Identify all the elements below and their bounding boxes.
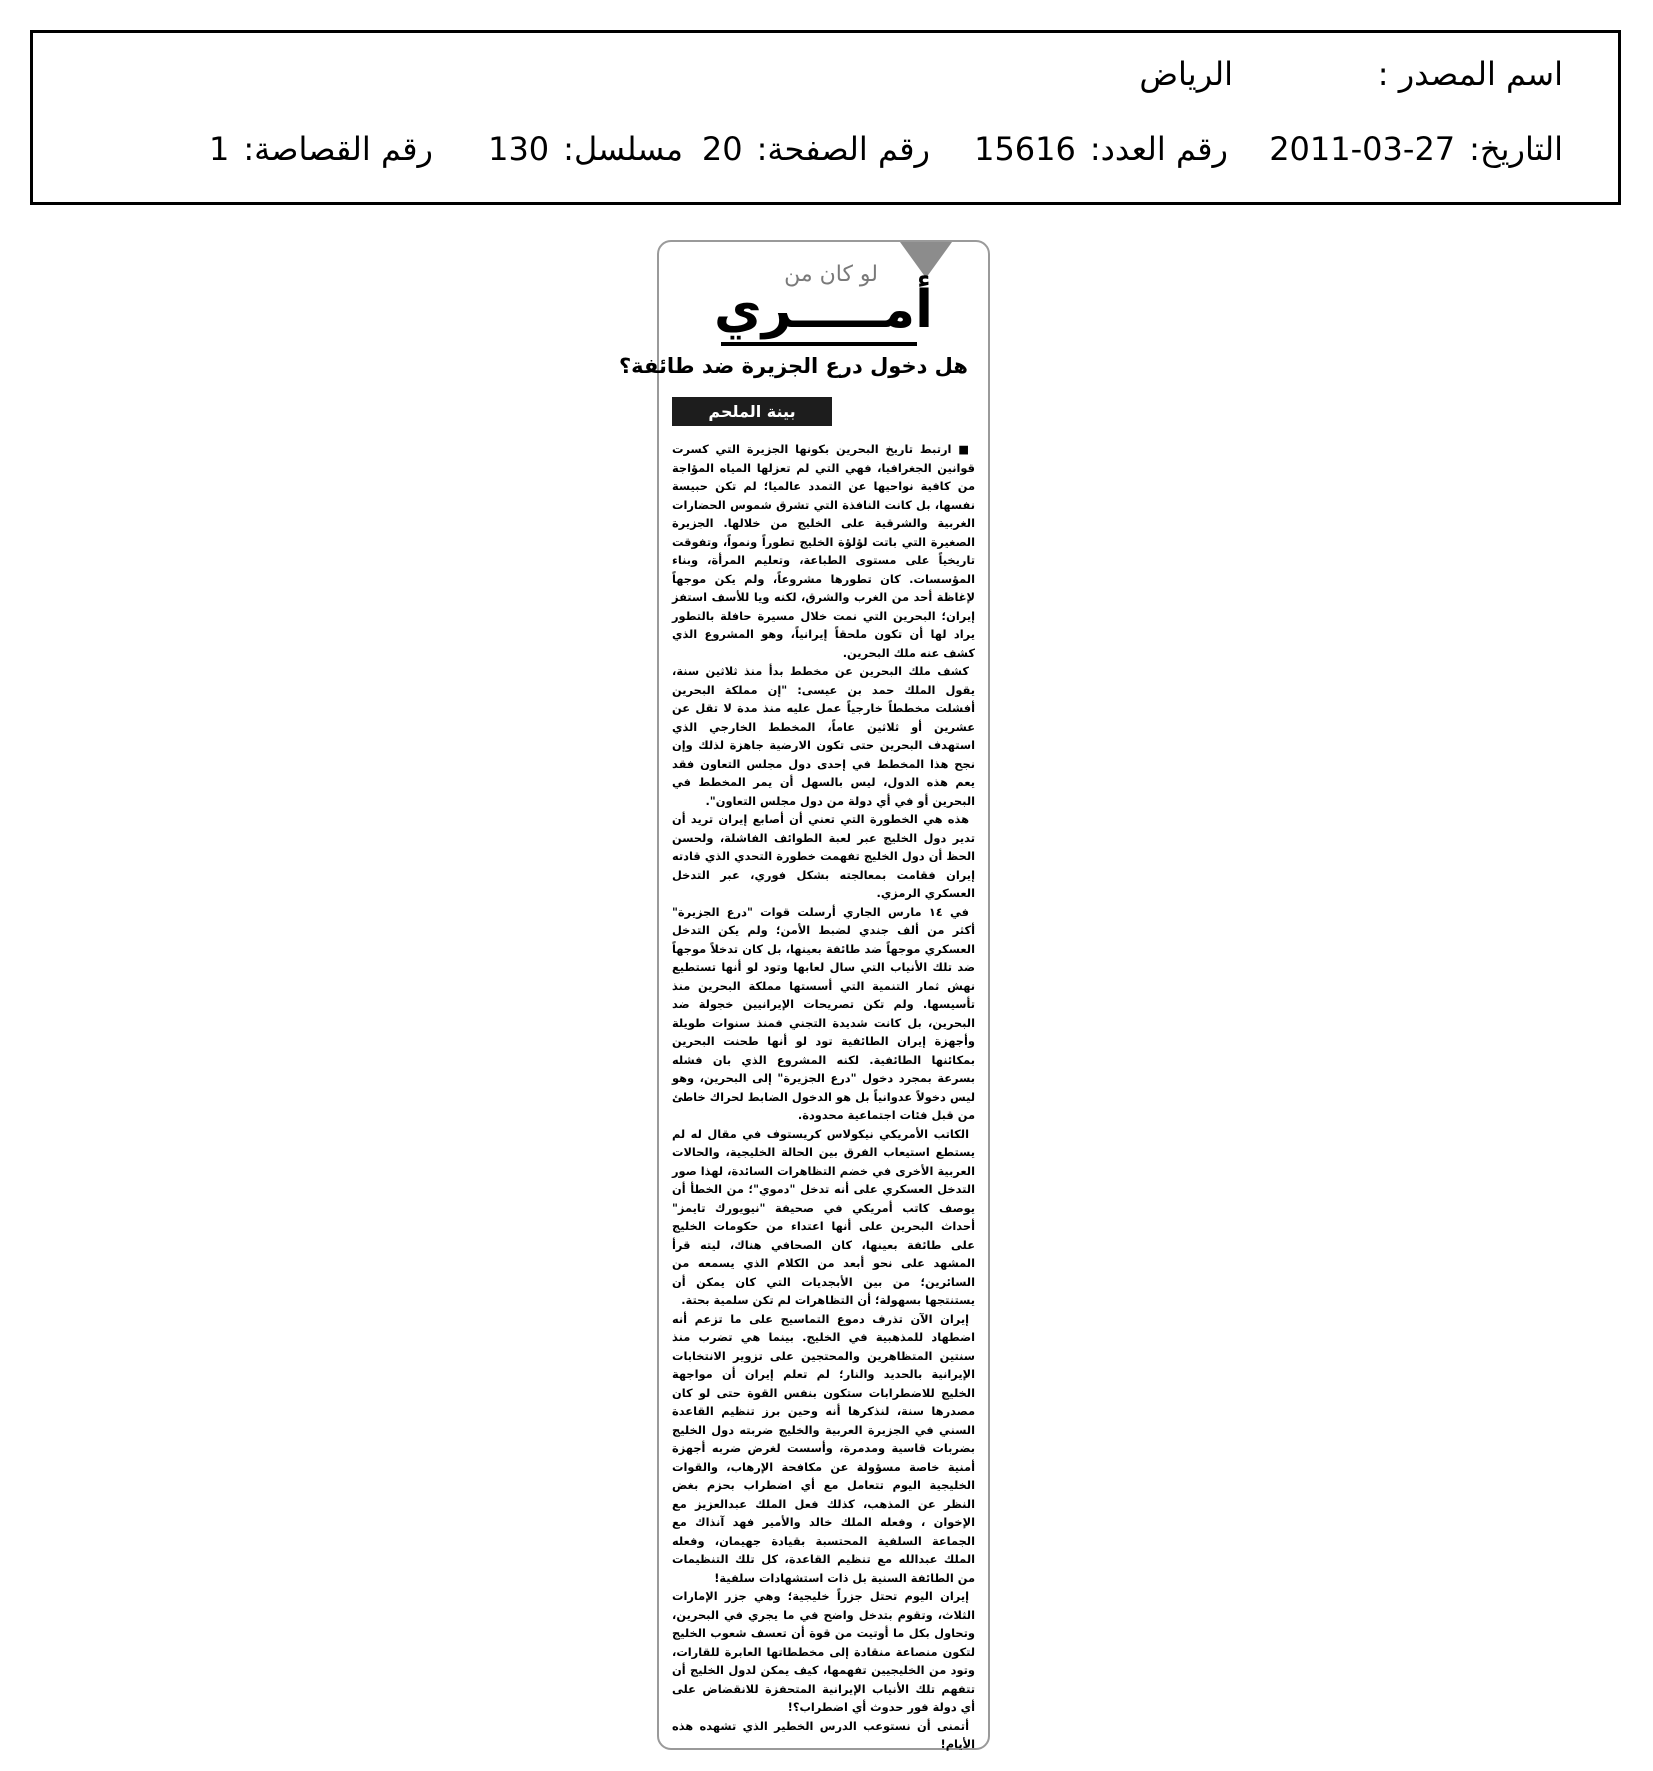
article-headline: هل دخول درع الجزيرة ضد طائفة؟ — [618, 354, 968, 378]
article-paragraph: أتمنى أن نستوعب الدرس الخطير الذي تشهده هذه الأيام! — [672, 1718, 975, 1751]
source-value-field — [1139, 55, 1233, 93]
issue-field — [974, 130, 1228, 168]
serial-field — [488, 130, 683, 168]
article-paragraph: كشف ملك البحرين عن مخطط بدأ منذ ثلاثين سنة، يقول الملك حمد بن عيسى: "إن مملكة البحرين أفشلت مخططاً خارجياً عمل عليه منذ مدة لا تقل عن عشرين أو ثلاثين عاماً، المخطط الخارجي الذي استهدف البحرين حتى تكون الارضية جاهزة لذلك وإن نجح هذا المخطط في إحدى دول مجلس التعاون فقد يعم هذه الدول، ليس بالسهل أن يمر المخطط في البحرين أو في أي دولة من دول مجلس التعاون". — [672, 664, 975, 808]
article-paragraph: هذه هي الخطورة التي تعني أن أصابع إيران تريد أن تدير دول الخليج عبر لعبة الطوائف الفاشلة، ولحسن الحظ أن دول الخليج تفهمت خطورة التحدي الذي قادته إيران فقامت بمعالجته بشكل فوري، عبر التدخل العسكري الرمزي. — [672, 812, 975, 900]
column-subtitle: لو كان من — [784, 262, 878, 287]
article-paragraph: ■ ارتبط تاريخ البحرين بكونها الجزيرة التي كسرت قوانين الجغرافيا، فهي التي لم تعزلها المياه المؤاجة من كافية نواحيها عن التمدد عالميا؛ لم تكن حبيسة نفسها، بل كانت النافذة التي تشرق شموس الحضارات الغربية والشرقية على الخليج من خلالها. الجزيرة الصغيرة التي باتت لؤلؤة الخليج تطوراً ونمواً، وتفوقت تاريخياً على مستوى الطباعة، وتعليم المرأة، وبناء المؤسسات. كان تطورها مشروعاً، ولم يكن موجهاً لإغاظة أحد من الغرب والشرق، لكنه ويا للأسف استفز إيران؛ البحرين التي نمت خلال مسيرة حافلة بالتطور يراد لها أن تكون ملحقاً إيرانياً، وهو المشروع الذي كشف عنه ملك البحرين. — [672, 442, 975, 660]
article-paragraph: إيران اليوم تحتل جزراً خليجية؛ وهي جزر الإمارات الثلاث، وتقوم بتدخل واضح في ما يجري في البحرين، وتحاول بكل ما أوتيت من قوة أن تعسف شعوب الخليج لتكون منصاعة منقادة إلى مخططاتها العابرة للقارات، وتود من الخليجيين تفهمها، كيف يمكن لدول الخليج أن تتفهم تلك الأنياب الإيرانية المتحفزة للانقضاض على أي دولة فور حدوث أي اضطراب؟! — [672, 1589, 975, 1714]
source-label: اسم المصدر : — [1377, 55, 1563, 93]
page-value: 20 — [701, 130, 743, 168]
issue-label: رقم العدد: — [1089, 130, 1228, 168]
article-paragraph: في ١٤ مارس الجاري أرسلت قوات "درع الجزيرة" أكثر من ألف جندي لضبط الأمن؛ ولم يكن التدخل العسكري موجهاً ضد طائفة بعينها، بل كان تدخلاً موجهاً ضد تلك الأنياب التي سال لعابها وتود لو أنها تستطيع نهش ثمار التنمية التي أسستها مملكة البحرين منذ تأسيسها. ولم تكن تصريحات الإيرانيين خجولة ضد البحرين، بل كانت شديدة التجني فمنذ سنوات طويلة وأجهزة إيران الطائفية تود لو أنها طحنت البحرين بمكائنها الطائفية. لكنه المشروع الذي بان فشله بسرعة بمجرد دخول "درع الجزيرة" إلى البحرين، وهو ليس دخولاً عدوانياً بل هو الدخول الضابط لحراك خاطئ من قبل فئات اجتماعية محدودة. — [672, 904, 975, 1122]
date-value: 2011-03-27 — [1269, 130, 1456, 168]
page-label: رقم الصفحة: — [756, 130, 930, 168]
article-body — [672, 440, 975, 1751]
page-field — [701, 130, 930, 168]
source-field — [1377, 55, 1563, 93]
source-value: الرياض — [1139, 55, 1233, 93]
title-underline — [721, 342, 917, 346]
newspaper-clipping — [618, 240, 990, 1751]
clip-label: رقم القصاصة: — [243, 130, 433, 168]
article-paragraph: الكاتب الأمريكي نيكولاس كريستوف في مقال له لم يستطع استيعاب الفرق بين الحالة الخليجية، والحالات العربية الأخرى في خضم التظاهرات السائدة، لهذا صور التدخل العسكري على أنه تدخل "دموي"؛ من الخطأ أن يوصف كاتب أمريكي في صحيفة "نيويورك تايمز" أحداث البحرين على أنها اعتداء من حكومات الخليج على طائفة بعينها، كان الصحافي هناك، ليته قرأ المشهد على نحو أبعد من الكلام الذي يسمعه من السائرين؛ من بين الأبجديات التي كان يمكن أن يستنتجها بسهولة؛ أن التظاهرات لم تكن سلمية بحتة. — [672, 1126, 975, 1307]
article-paragraph: إيران الآن تذرف دموع التماسيح على ما تزعم أنه اضطهاد للمذهبية في الخليج. بينما هي تضرب منذ سنتين المتظاهرين والمحتجين على تزوير الانتخابات الإيرانية بالحديد والنار؛ لم تعلم إيران أن مواجهة الخليج للاضطرابات ستكون بنفس القوة حتى لو كان مصدرها سنة، لنذكرها أنه وحين برز تنظيم القاعدة السني في الجزيرة العربية والخليج ضربته دول الخليج بضربات قاسية ومدمرة، وأسست لغرض ضربه أجهزة أمنية خاصة مسؤولة عن مكافحة الإرهاب، والقوات الخليجية اليوم تتعامل مع أي اضطراب بحزم بغض النظر عن المذهب، كذلك فعل الملك عبدالعزيز مع الإخوان ، وفعله الملك خالد والأمير فهد آنذاك مع الجماعة السلفية المحتسبة بقيادة جهيمان، وفعله الملك عبدالله مع تنظيم القاعدة، كل تلك التنظيمات من الطائفة السنية بل ذات استشهادات سلفية! — [672, 1311, 975, 1585]
column-title: أمـــــري — [714, 280, 933, 340]
clipping-info-box — [30, 30, 1621, 205]
date-field — [1269, 130, 1563, 168]
clip-value: 1 — [208, 130, 230, 168]
author-badge: بينة الملحم — [672, 397, 832, 426]
corner-triangle-icon — [900, 242, 952, 278]
serial-value: 130 — [488, 130, 550, 168]
clip-field — [208, 130, 433, 168]
serial-label: مسلسل: — [563, 130, 683, 168]
date-label: التاريخ: — [1469, 130, 1563, 168]
issue-value: 15616 — [974, 130, 1076, 168]
